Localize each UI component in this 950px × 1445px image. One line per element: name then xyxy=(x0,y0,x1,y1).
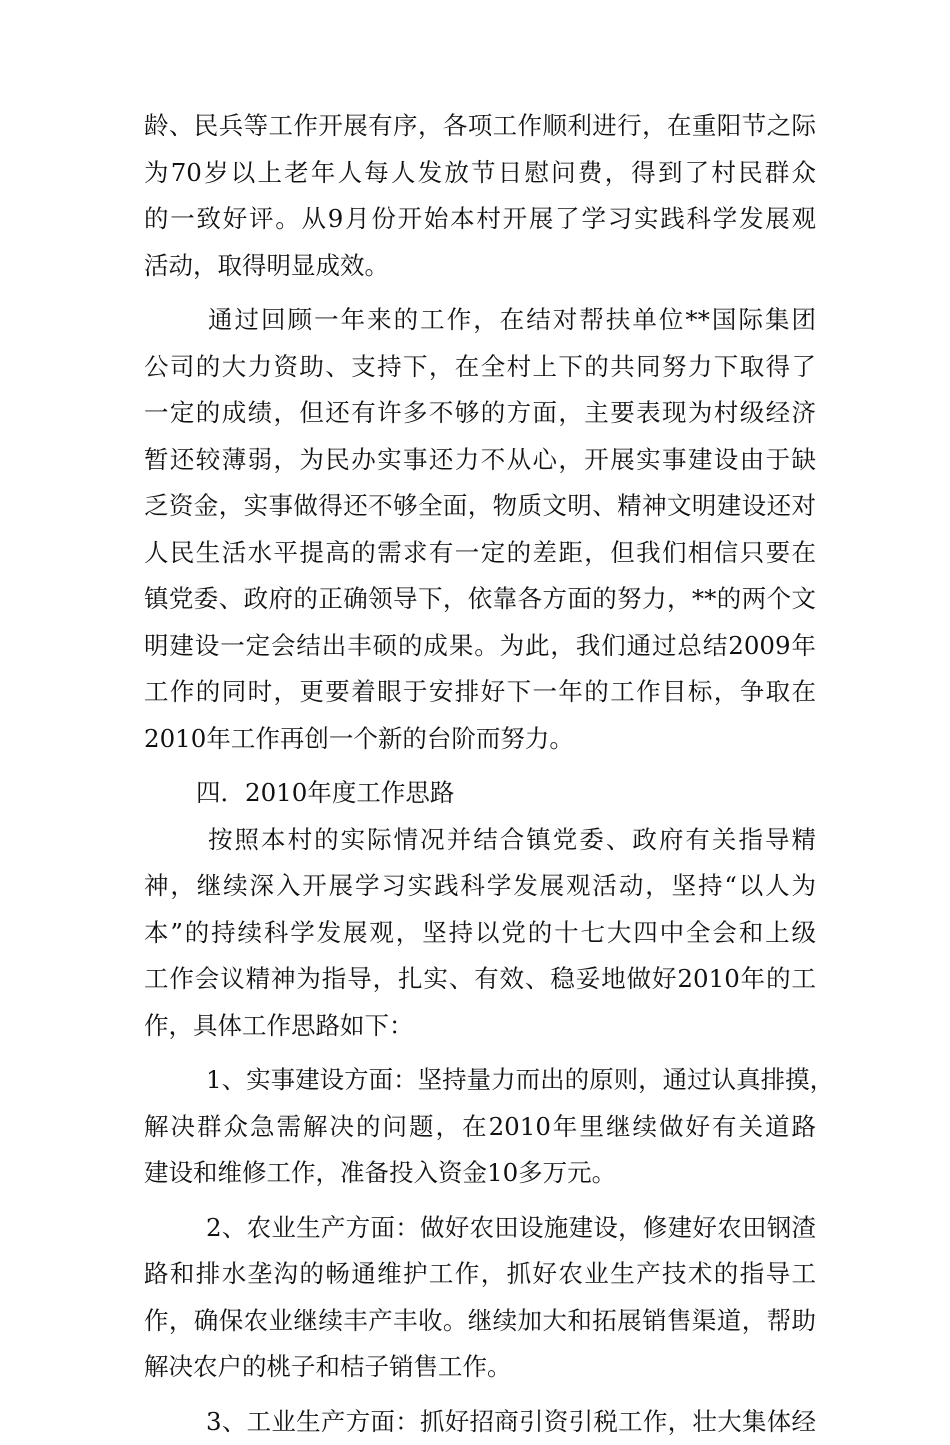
text-line: 建设和维修工作，准备投入资金10多万元。 xyxy=(144,1150,816,1197)
section-heading xyxy=(144,770,816,817)
text-line: 活动，取得明显成效。 xyxy=(144,243,816,290)
text-line: 一定的成绩，但还有许多不够的方面，主要表现为村级经济 xyxy=(144,390,816,437)
text-line: 2、农业生产方面：做好农田设施建设，修建好农田钢渣 xyxy=(144,1205,816,1252)
text-line: 暂还较薄弱，为民办实事还力不从心，开展实事建设由于缺 xyxy=(144,437,816,484)
text-line: 神，继续深入开展学习实践科学发展观活动，坚持“以人为 xyxy=(144,863,816,910)
text-line: 为70岁以上老年人每人发放节日慰问费，得到了村民群众 xyxy=(144,150,816,197)
text-line: 作，确保农业继续丰产丰收。继续加大和拓展销售渠道，帮助 xyxy=(144,1298,816,1345)
text-line: 2010年工作再创一个新的台阶而努力。 xyxy=(144,716,816,763)
document-body xyxy=(144,103,816,1445)
text-line: 按照本村的实际情况并结合镇党委、政府有关指导精 xyxy=(144,817,816,864)
list-item xyxy=(144,1057,816,1197)
text-line: 1、实事建设方面：坚持量力而出的原则，通过认真排摸， xyxy=(144,1057,816,1104)
text-line: 本”的持续科学发展观，坚持以党的十七大四中全会和上级 xyxy=(144,910,816,957)
text-line: 解决农户的桃子和桔子销售工作。 xyxy=(144,1344,816,1391)
text-line: 乏资金，实事做得还不够全面，物质文明、精神文明建设还对 xyxy=(144,483,816,530)
text-line: 龄、民兵等工作开展有序，各项工作顺利进行，在重阳节之际 xyxy=(144,103,816,150)
paragraph-review xyxy=(144,297,816,762)
text-line: 3、工业生产方面：抓好招商引资引税工作，壮大集体经 xyxy=(144,1399,816,1445)
text-line: 镇党委、政府的正确领导下，依靠各方面的努力，**的两个文 xyxy=(144,576,816,623)
paragraph-work-approach xyxy=(144,817,816,1050)
text-line: 人民生活水平提高的需求有一定的差距，但我们相信只要在 xyxy=(144,530,816,577)
text-line: 路和排水垄沟的畅通维护工作，抓好农业生产技术的指导工 xyxy=(144,1251,816,1298)
text-line: 工作的同时，更要着眼于安排好下一年的工作目标，争取在 xyxy=(144,669,816,716)
text-line: 公司的大力资助、支持下，在全村上下的共同努力下取得了 xyxy=(144,344,816,391)
section-heading-text: 四．2010年度工作思路 xyxy=(144,770,816,817)
text-line: 通过回顾一年来的工作，在结对帮扶单位**国际集团 xyxy=(144,297,816,344)
text-line: 工作会议精神为指导，扎实、有效、稳妥地做好2010年的工 xyxy=(144,956,816,1003)
list-item xyxy=(144,1205,816,1391)
paragraph-continuation xyxy=(144,103,816,289)
text-line: 解决群众急需解决的问题，在2010年里继续做好有关道路 xyxy=(144,1104,816,1151)
list-item xyxy=(144,1399,816,1445)
text-line: 的一致好评。从9月份开始本村开展了学习实践科学发展观 xyxy=(144,196,816,243)
text-line: 作，具体工作思路如下： xyxy=(144,1003,816,1050)
text-line: 明建设一定会结出丰硕的成果。为此，我们通过总结2009年 xyxy=(144,623,816,670)
